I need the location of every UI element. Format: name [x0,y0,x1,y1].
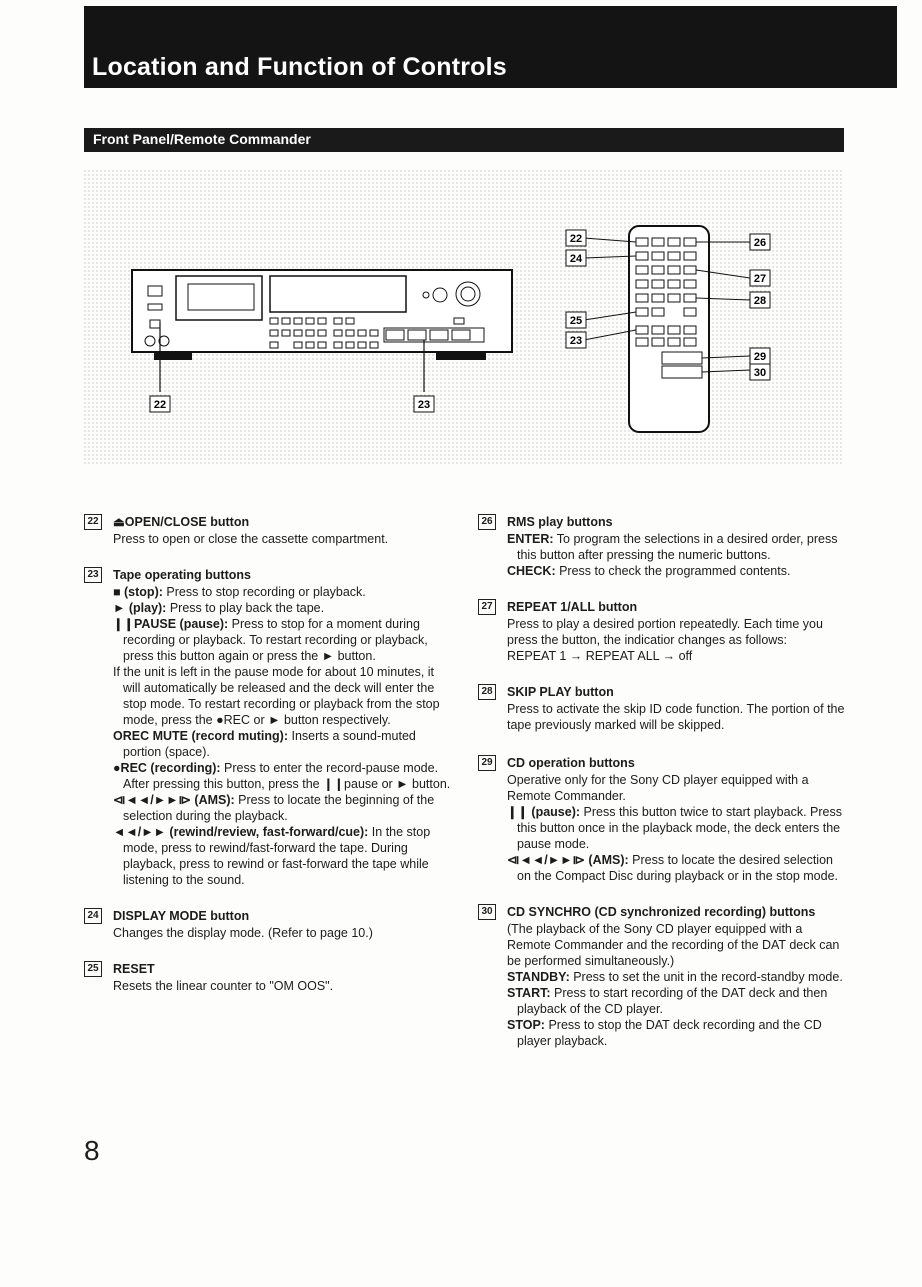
entry-title: RMS play buttons [507,515,613,529]
item-pause-note: If the unit is left in the pause mode for about 10 minutes, it will automatically be released and the deck will enter the stop mode. To restart recording or playback from the stop mode, press the ●REC or ► button respectively. [113,665,440,727]
item-stop-sync: STOP: Press to stop the DAT deck recording and the CD player playback. [507,1018,822,1048]
svg-text:25: 25 [569,315,583,327]
item-rec: ●REC (recording): Press to enter the record-pause mode. After pressing this button, press the ❙❙pause or ► button. [113,761,451,791]
item-pause: ❙❙PAUSE (pause): Press to stop for a moment during recording or playback. To restart recording or playback, press this button again or press the ► button. [113,617,428,663]
entry-title: DISPLAY MODE button [113,909,250,923]
entry-number: 22 [84,514,102,530]
svg-text:27: 27 [753,273,767,285]
entry-text: Changes the display mode. (Refer to page 10.) [113,926,373,940]
callout-22-remote [566,230,586,246]
entry-text: Operative only for the Sony CD player equipped with a Remote Commander. [507,773,809,803]
callout-28-remote [750,292,770,308]
item-standby: STANDBY: Press to set the unit in the record-standby mode. [507,970,843,984]
item-play: ► (play): Press to play back the tape. [113,601,325,615]
entry-number: 24 [84,908,102,924]
item-stop: ■ (stop): Press to stop recording or playback. [113,585,366,599]
entry-number: 28 [478,684,496,700]
entry-24 [84,908,454,941]
entry-30 [478,904,848,1049]
entry-26 [478,514,848,579]
svg-text:30: 30 [753,367,767,379]
entry-text: Resets the linear counter to "OM OOS". [113,979,334,993]
entry-29 [478,755,848,884]
front-panel-figure [84,170,844,466]
left-column [84,514,454,1014]
section-bar [84,128,844,152]
svg-text:26: 26 [753,237,767,249]
svg-text:23: 23 [569,335,583,347]
entry-text: Press to activate the skip ID code function. The portion of the tape previously marked will be skipped. [507,702,845,732]
entry-number: 29 [478,755,496,771]
svg-text:22: 22 [153,399,167,411]
right-column [478,514,848,1069]
entry-text: Press to open or close the cassette compartment. [113,532,389,546]
entry-title: REPEAT 1/ALL button [507,600,638,614]
callout-26-remote [750,234,770,250]
entry-title: Tape operating buttons [113,568,251,582]
title-bar [84,6,897,88]
entry-number: 26 [478,514,496,530]
callout-30-remote [750,364,770,380]
item-ams: ⧏◄◄/►►⧐ (AMS): Press to locate the beginning of the selection during the playback. [113,793,435,823]
entry-27 [478,599,848,664]
svg-text:29: 29 [753,351,767,363]
page-title: Location and Function of Controls [92,53,507,81]
entry-25 [84,961,454,994]
entry-number: 30 [478,904,496,920]
callout-27-remote [750,270,770,286]
entry-number: 25 [84,961,102,977]
entry-23 [84,567,454,888]
item-cd-pause: ❙❙ (pause): Press this button twice to start playback. Press this button once in the playback mode, the deck enters the pause mode. [507,805,842,851]
entry-title: ⏏OPEN/CLOSE button [113,515,250,529]
svg-text:23: 23 [417,399,431,411]
entry-title: CD SYNCHRO (CD synchronized recording) buttons [507,905,816,919]
callout-23-remote [566,332,586,348]
svg-text:24: 24 [569,253,583,265]
entry-title: CD operation buttons [507,756,635,770]
entry-number: 23 [84,567,102,583]
callout-22-deck [150,396,170,412]
panel-illustration [84,170,844,466]
item-check: CHECK: Press to check the programmed contents. [507,564,791,578]
svg-text:28: 28 [753,295,767,307]
entry-text: (The playback of the Sony CD player equipped with a Remote Commander and the recording of the DAT deck can be performed simultaneously.) [507,922,840,968]
item-start: START: Press to start recording of the DAT deck and then playback of the CD player. [507,986,828,1016]
callout-23-deck [414,396,434,412]
callout-25-remote [566,312,586,328]
entry-28 [478,684,848,733]
callout-24-remote [566,250,586,266]
entry-title: RESET [113,962,155,976]
item-enter: ENTER: To program the selections in a desired order, press this button after pressing the numeric buttons. [507,532,838,562]
entry-number: 27 [478,599,496,615]
entry-title: SKIP PLAY button [507,685,614,699]
repeat-sequence: REPEAT 1 → REPEAT ALL → off [507,649,693,663]
entry-text: Press to play a desired portion repeatedly. Each time you press the button, the indicatior changes as follows: [507,617,823,647]
item-cd-ams: ⧏◄◄/►►⧐ (AMS): Press to locate the desired selection on the Compact Disc during playback or in the stop mode. [507,853,839,883]
entry-22 [84,514,454,547]
section-title: Front Panel/Remote Commander [93,131,311,147]
svg-text:22: 22 [569,233,583,245]
item-rec-mute: OREC MUTE (record muting): Inserts a sound-muted portion (space). [113,729,416,759]
page-number: 8 [84,1135,100,1166]
item-rewind-ff: ◄◄/►► (rewind/review, fast-forward/cue): In the stop mode, press to rewind/fast-forward the tape. During playback, press to rewind or fast-forward the tape while listening to the sound. [113,825,431,887]
callout-29-remote [750,348,770,364]
